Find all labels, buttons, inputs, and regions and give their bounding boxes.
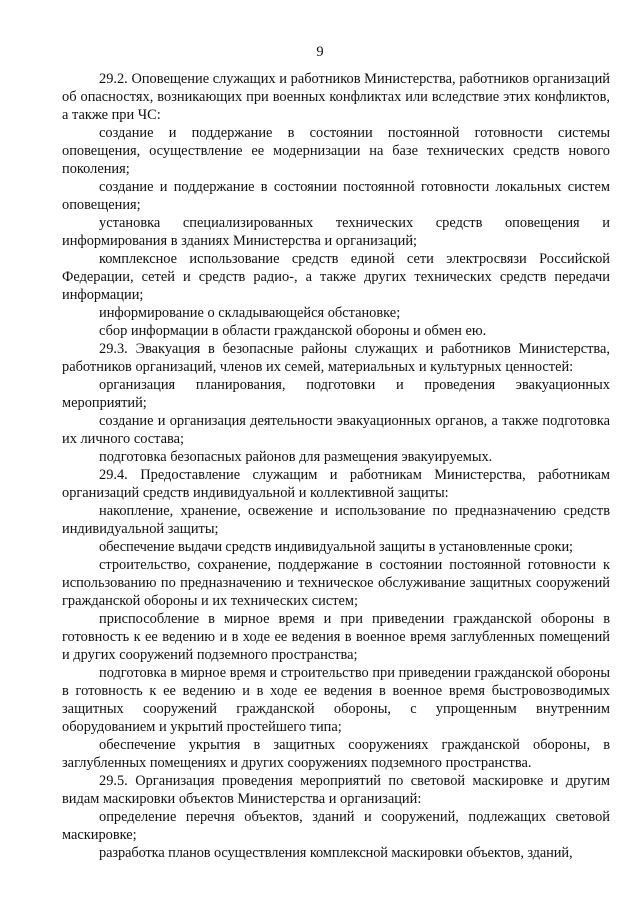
list-item: создание и организация деятельности эвакуационных органов, а также подготовка их личного состава;	[62, 413, 610, 447]
list-item: приспособление в мирное время и при приведении гражданской обороны в готовность к ее ведению и в ходе ее ведения в военное время заглубленных помещений и других сооружений подземного пространства;	[62, 611, 610, 663]
paragraph-29-5-heading: 29.5. Организация проведения мероприятий по световой маскировке и другим видам маскировки объектов Министерства и организаций:	[62, 773, 610, 807]
list-item: установка специализированных технических средств оповещения и информирования в зданиях Министерства и организаций;	[62, 215, 610, 249]
list-item: накопление, хранение, освежение и использование по предназначению средств индивидуальной защиты;	[62, 503, 610, 537]
list-item: создание и поддержание в состоянии постоянной готовности локальных систем оповещения;	[62, 179, 610, 213]
list-item: разработка планов осуществления комплексной маскировки объектов, зданий,	[99, 845, 573, 861]
list-item: сбор информации в области гражданской обороны и обмен ею.	[99, 323, 487, 339]
list-item: определение перечня объектов, зданий и сооружений, подлежащих световой маскировке;	[62, 809, 610, 843]
list-item: подготовка безопасных районов для размещения эвакуируемых.	[99, 449, 493, 465]
list-item: создание и поддержание в состоянии постоянной готовности системы оповещения, осуществление ее модернизации на базе технических средств нового поколения;	[62, 125, 610, 177]
page-number: 9	[316, 44, 324, 60]
list-item: подготовка в мирное время и строительство при приведении гражданской обороны в готовность к ее ведению и в ходе ее ведения в военное время быстровозводимых защитных сооружений гражданской обороны, с упрощенным внутренним оборудованием и укрытий простейшего типа;	[62, 665, 610, 735]
list-item: строительство, сохранение, поддержание в состоянии постоянной готовности к использованию по предназначению и техническое обслуживание защитных сооружений гражданской обороны и их технических систем;	[62, 557, 610, 609]
list-item: обеспечение выдачи средств индивидуальной защиты в установленные сроки;	[99, 539, 573, 555]
paragraph-29-3-heading: 29.3. Эвакуация в безопасные районы служащих и работников Министерства, работников организаций, членов их семей, материальных и культурных ценностей:	[62, 341, 610, 375]
paragraph-29-4-heading: 29.4. Предоставление служащим и работникам Министерства, работникам организаций средств индивидуальной и коллективной защиты:	[62, 467, 610, 501]
list-item: информирование о складывающейся обстановке;	[99, 305, 401, 321]
document-body	[62, 70, 610, 862]
paragraph-29-2-heading: 29.2. Оповещение служащих и работников Министерства, работников организаций об опасностях, возникающих при военных конфликтах или вследствие этих конфликтов, а также при ЧС:	[62, 71, 610, 123]
list-item: организация планирования, подготовки и проведения эвакуационных мероприятий;	[62, 377, 610, 411]
list-item: комплексное использование средств единой сети электросвязи Российской Федерации, сетей и средств радио-, а также других технических средств передачи информации;	[62, 251, 610, 303]
list-item: обеспечение укрытия в защитных сооружениях гражданской обороны, в заглубленных помещениях и других сооружениях подземного пространства.	[62, 737, 610, 771]
